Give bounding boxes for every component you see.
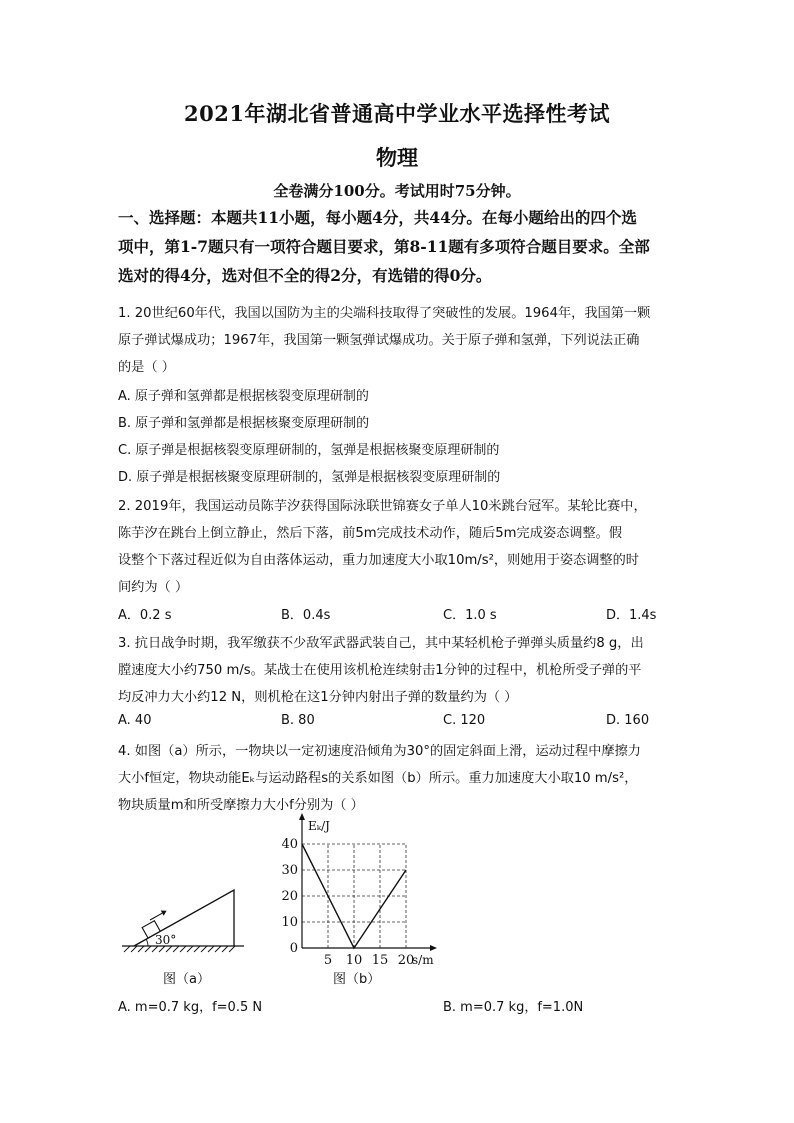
y-tick-label: 20 — [281, 889, 298, 904]
q3-line: 均反冲力大小约12 N，则机枪在这1分钟内射出子弹的数量约为（ ） — [118, 690, 518, 705]
x-axis-arrow — [430, 945, 437, 951]
q1-line: 的是（ ） — [118, 360, 175, 375]
velocity-arrow — [149, 908, 169, 923]
y-axis-label: Eₖ/J — [308, 819, 330, 833]
y-tick-label: 10 — [281, 915, 298, 930]
fig-b-caption: 图（b） — [333, 972, 381, 987]
q2-line: 间约为（ ） — [118, 580, 189, 595]
exam-title: 2021年湖北省普通高中学业水平选择性考试 — [184, 101, 610, 126]
q4-line: 4. 如图（a）所示，一物块以一定初速度沿倾角为30°的固定斜面上滑，运动过程中摩擦力 — [118, 744, 641, 759]
angle-arc — [146, 939, 148, 946]
x-tick-label: 20 — [397, 953, 415, 968]
section-line: 项中，第1-7题只有一项符合题目要求，第8-11题有多项符合题目要求。全部 — [118, 237, 650, 256]
q4-line: 大小f恒定，物块动能Eₖ与运动路程s的关系如图（b）所示。重力加速度大小取10 m/s²， — [118, 771, 638, 786]
section-line: 选对的得4分，选对但不全的得2分，有选错的得0分。 — [118, 266, 492, 285]
exam-note: 全卷满分100分。考试用时75分钟。 — [273, 182, 521, 200]
angle-label: 30° — [155, 933, 177, 947]
q2-option-c: C．1.0 s — [443, 608, 497, 623]
q3-option-a: A. 40 — [118, 713, 152, 728]
q1-option-d: D. 原子弹是根据核聚变原理研制的，氢弹是根据核裂变原理研制的 — [118, 470, 501, 485]
q1-line: 1. 20世纪60年代，我国以国防为主的尖端科技取得了突破性的发展。1964年，我国第一颗 — [118, 306, 651, 321]
q3-line: 膛速度大小约750 m/s。某战士在使用该机枪连续射击1分钟的过程中，机枪所受子弹的平 — [118, 663, 642, 678]
q1-option-c: C. 原子弹是根据核裂变原理研制的，氢弹是根据核聚变原理研制的 — [118, 443, 500, 458]
x-tick-label: 15 — [371, 953, 389, 968]
q2-line: 陈芋汐在跳台上倒立静止，然后下落，前5m完成技术动作，随后5m完成姿态调整。假 — [118, 526, 623, 541]
x-axis-label: s/m — [412, 953, 434, 967]
fig-a-caption: 图（a） — [163, 972, 210, 987]
chart-grid — [302, 844, 406, 948]
chart-axes — [299, 813, 437, 951]
section-instructions — [118, 203, 678, 290]
q2-option-a: A．0.2 s — [118, 608, 172, 623]
section-line: 一、选择题：本题共11小题，每小题4分，共44分。在每小题给出的四个选 — [118, 208, 637, 227]
ek-s-chart — [278, 812, 446, 972]
y-tick-label: 30 — [281, 863, 298, 878]
q2-option-b: B．0.4s — [281, 608, 331, 623]
subject-title: 物理 — [376, 145, 418, 170]
ground-hatching — [124, 946, 235, 952]
q2-line: 设整个下落过程近似为自由落体运动，重力加速度大小取10m/s²，则她用于姿态调整的时 — [118, 553, 639, 568]
q1-line: 原子弹试爆成功；1967年，我国第一颗氢弹试爆成功。关于原子弹和氢弹，下列说法正确 — [118, 333, 640, 348]
y-axis-arrow — [299, 813, 305, 820]
y-tick-label: 40 — [281, 837, 298, 852]
q4-option-b: B. m=0.7 kg，f=1.0N — [443, 1000, 584, 1015]
q3-option-d: D. 160 — [606, 713, 650, 728]
incline-figure — [118, 880, 248, 956]
q3-option-c: C. 120 — [443, 713, 486, 728]
q2-option-d: D．1.4s — [606, 608, 657, 623]
q1-option-a: A. 原子弹和氢弹都是根据核裂变原理研制的 — [118, 389, 369, 404]
x-tick-label: 5 — [323, 953, 333, 968]
x-tick-label: 10 — [345, 953, 363, 968]
y-tick-label: 0 — [289, 941, 298, 956]
q2-line: 2. 2019年，我国运动员陈芋汐获得国际泳联世锦赛女子单人10米跳台冠军。某轮比赛中， — [118, 499, 647, 514]
q3-option-b: B. 80 — [281, 713, 315, 728]
q4-option-a: A. m=0.7 kg，f=0.5 N — [118, 1000, 263, 1015]
q1-option-b: B. 原子弹和氢弹都是根据核聚变原理研制的 — [118, 416, 370, 431]
q4-line: 物块质量m和所受摩擦力大小f分别为（ ） — [118, 798, 364, 813]
q3-line: 3. 抗日战争时期，我军缴获不少敌军武器武装自己，其中某轻机枪子弹弹头质量约8 g，出 — [118, 636, 644, 651]
